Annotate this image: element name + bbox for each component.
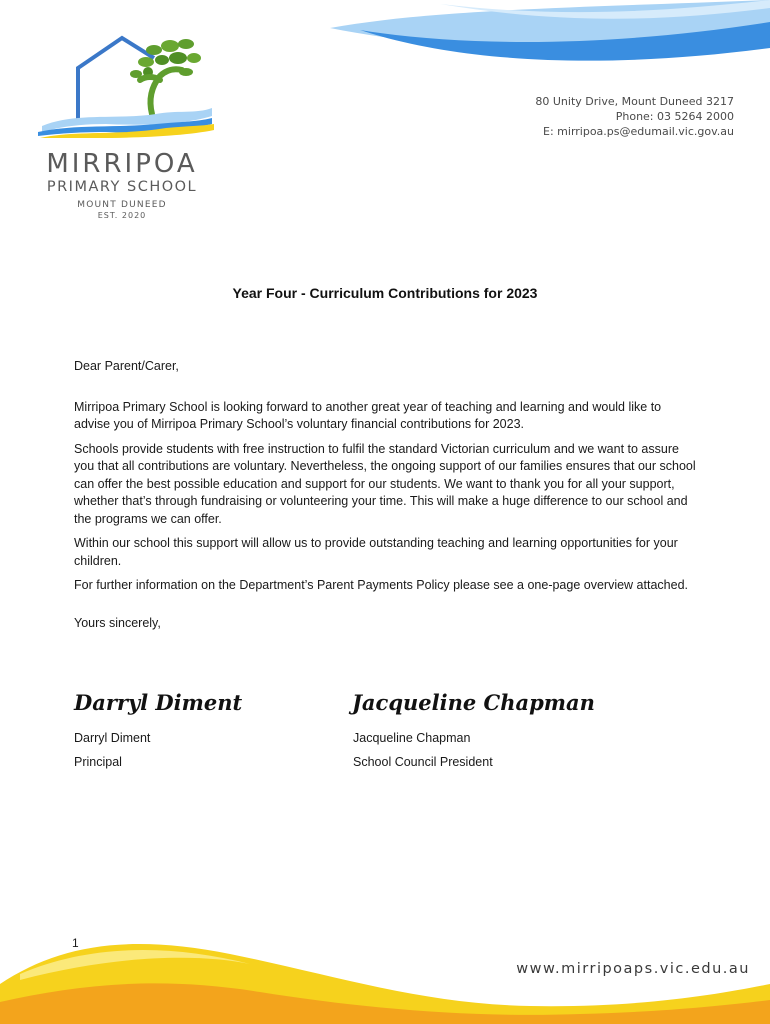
paragraph-2: Schools provide students with free instruction to fulfil the standard Victorian curriculum and we want to assure you that all contributions are voluntary. Nevertheless, the ongoing support of our families ensures that our school can offer the best possible education and support for our students. We want to thank you for all your support, whether that’s through fundraising or volunteering your time. This will make a huge difference to our school and the programs we can offer. bbox=[74, 441, 696, 526]
address-line: 80 Unity Drive, Mount Duneed 3217 bbox=[535, 95, 734, 108]
signature-president: Jacqueline Chapman bbox=[352, 690, 595, 715]
principal-role: Principal bbox=[74, 755, 122, 769]
president-name: Jacqueline Chapman bbox=[353, 731, 471, 745]
signature-principal: Darryl Diment bbox=[74, 690, 243, 715]
paragraph-3: Within our school this support will allow us to provide outstanding teaching and learning opportunities for your children. bbox=[74, 536, 678, 568]
letter-body bbox=[74, 358, 698, 632]
website-link[interactable]: www.mirripoaps.vic.edu.au bbox=[516, 961, 750, 977]
school-name-block bbox=[36, 150, 208, 221]
school-suburb: MOUNT DUNEED bbox=[77, 200, 167, 210]
school-established: EST. 2020 bbox=[97, 211, 147, 220]
page-number: 1 bbox=[72, 936, 79, 950]
school-logo bbox=[36, 28, 216, 138]
president-role: School Council President bbox=[353, 755, 493, 769]
email-line: E: mirripoa.ps@edumail.vic.gov.au bbox=[543, 125, 734, 138]
contact-block bbox=[535, 94, 734, 139]
paragraph-1: Mirripoa Primary School is looking forward to another great year of teaching and learning and would like to advise you of Mirripoa Primary School’s voluntary financial contributions for 2023. bbox=[74, 399, 662, 431]
phone-line: Phone: 03 5264 2000 bbox=[615, 110, 734, 123]
letter-title: Year Four - Curriculum Contributions for 2023 bbox=[232, 285, 538, 301]
principal-name: Darryl Diment bbox=[74, 731, 151, 745]
greeting: Dear Parent/Carer, bbox=[74, 359, 179, 373]
closing: Yours sincerely, bbox=[74, 615, 161, 630]
school-name-line2: PRIMARY SCHOOL bbox=[46, 179, 198, 195]
school-name-line1: MIRRIPOA bbox=[46, 149, 198, 179]
paragraph-4: For further information on the Department’s Parent Payments Policy please see a one-page overview attached. bbox=[74, 578, 688, 592]
